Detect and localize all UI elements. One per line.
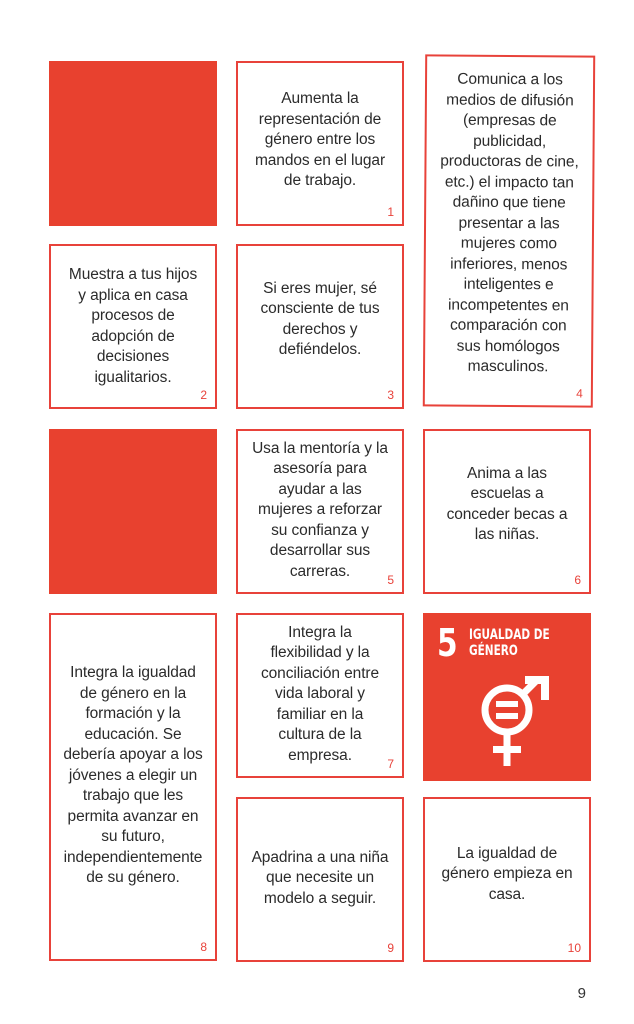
tip-text: Muestra a tus hijos y aplica en casa procesos de adopción de decisiones igualitarios. xyxy=(68,266,198,386)
tip-number: 7 xyxy=(387,757,394,771)
tip-card-6 xyxy=(423,429,591,594)
tip-number: 10 xyxy=(567,941,581,955)
tip-card-1 xyxy=(236,61,404,226)
tip-number: 8 xyxy=(200,940,207,954)
tip-card-7 xyxy=(236,613,404,778)
tip-number: 3 xyxy=(387,388,394,402)
sdg-goal-5-tile xyxy=(423,613,591,781)
tip-text: Anima a las escuelas a conceder becas a las niñas. xyxy=(446,464,568,543)
tip-card-4 xyxy=(423,54,595,407)
tip-text: Si eres mujer, sé consciente de tus derechos y defiéndelos. xyxy=(260,279,380,358)
tip-text: Integra la flexibilidad y la conciliación entre vida laboral y familiar en la cultura de la empresa. xyxy=(261,623,379,764)
tip-text: La igualdad de género empieza en casa. xyxy=(441,844,573,903)
tip-text: Usa la mentoría y la asesoría para ayudar a las mujeres a reforzar su confianza y desarrollar sus carreras. xyxy=(252,439,388,580)
tip-text: Integra la igualdad de género en la formación y la educación. Se debería apoyar a los jóvenes a elegir un trabajo que les permita avanzar en su futuro, independientemente de su género. xyxy=(63,664,203,887)
tip-text: Aumenta la representación de género entre los mandos en el lugar de trabajo. xyxy=(254,90,386,190)
tip-card-3 xyxy=(236,244,404,409)
tip-card-9 xyxy=(236,797,404,962)
tip-number: 1 xyxy=(387,205,394,219)
tip-card-5 xyxy=(236,429,404,594)
sdg-label: IGUALDAD DE GÉNERO xyxy=(469,627,550,659)
tip-number: 4 xyxy=(576,386,583,401)
tip-number: 9 xyxy=(387,941,394,955)
tip-text: Apadrina a una niña que necesite un modelo a seguir. xyxy=(251,848,389,907)
tip-card-10 xyxy=(423,797,591,962)
tip-text: Comunica a los medios de difusión (empresas de publicidad, productoras de cine, etc.) el impacto tan dañino que tiene presentar a las mujeres como inferiores, menos inteligentes e incompetentes en comparación con sus homólogos masculinos. xyxy=(440,70,579,376)
sdg-number: 5 xyxy=(437,621,458,665)
tip-card-2 xyxy=(49,244,217,409)
gender-equality-icon xyxy=(475,676,553,768)
tip-number: 2 xyxy=(200,388,207,402)
red-block-middle xyxy=(49,429,217,594)
red-block-top xyxy=(49,61,217,226)
tip-card-8 xyxy=(49,613,217,961)
tip-number: 5 xyxy=(387,573,394,587)
page-number: 9 xyxy=(577,985,586,1002)
tip-number: 6 xyxy=(574,573,581,587)
